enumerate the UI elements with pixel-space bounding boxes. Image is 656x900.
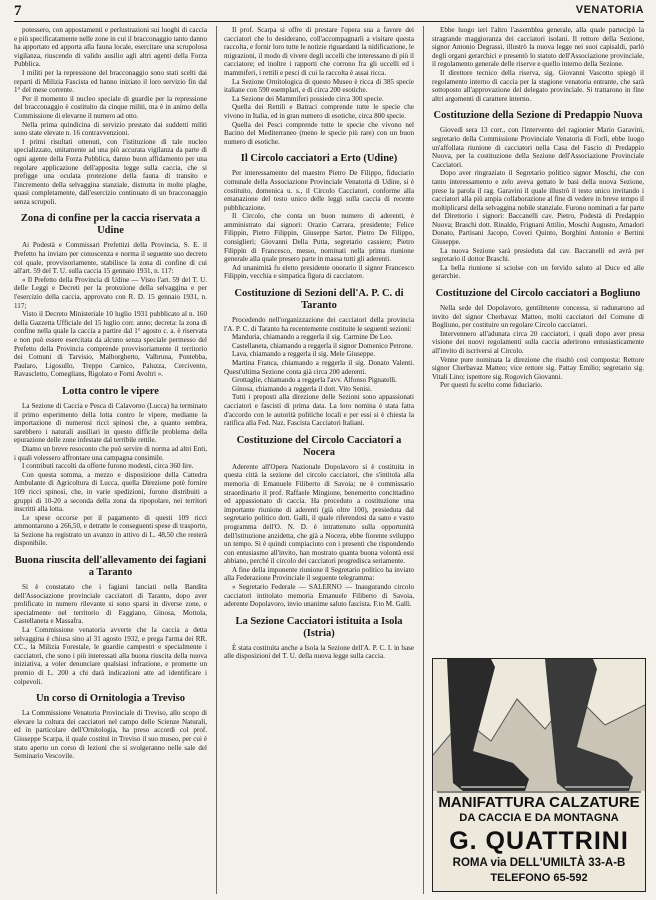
paragraph: Visto il Decreto Ministeriale 10 luglio 1931 pubblicato al n. 160 della Gazzetta Ufficiale del 15 luglio corr. anno; decreta: la zona di confine nella quale la caccia a partire dal 1° agosto c. a. è riservata e non può essere esercitata da alcuno senza speciale permesso del Prefetto della Provincia comprende provvisoriamente il territorio dei Comuni di Tarvisio, Malborghetto, Valbruna, Pontebba, Paularo, Ligosullo, Treppo Carnico, Paluzza, Cercivento, Ravascletto, Comeglians, Rigolato e Forni Avoltri ».: [14, 310, 207, 379]
paragraph: Ginosa, chiamando a reggerla il dott. Vito Senisi.: [232, 384, 372, 393]
paragraph: Le spese occorse per il pagamento di questi 109 ricci ammontarono a 266,50, e detratte le conseguenti spese di trasporto, la Sezione ha registrato un avanzo in attivo di L. 48,50 che resterà disponibile.: [14, 513, 207, 548]
paragraph: Nella prima quindicina di servizio prestato dai suddetti militi sono state elevate n. 16 contravvenzioni.: [14, 120, 207, 138]
paragraph: Diamo un breve resoconto che può servire di norma ad altri Enti, i quali volessero affrontare una campagna consimile.: [14, 444, 207, 462]
column-rule: [423, 26, 424, 894]
article-title: Costituzione della Sezione di Predappio Nuova: [433, 110, 643, 122]
article-title: Il Circolo cacciatori a Erto (Udine): [240, 153, 398, 165]
paragraph: La Sezione di Caccia e Pesca di Calavorno (Lucca) ha terminato il primo esperimento della lotta contro le vipere, mediante la importazione di numerosi ricci spinosi che, a quanto sembra, sarebbero i naturali ausiliari in questo difficile problema della epurazione delle zone infestate dal terribile rettile.: [14, 401, 207, 445]
article-title: Un corso di Ornitologia a Treviso: [35, 693, 186, 705]
paragraph: La Commissione Venatoria Provinciale di Treviso, allo scopo di elevare la coltura dei cacciatori nel campo delle Scienze Naturali, ed in particolare dell'Ornitologia, ha preso accordi col prof. Giuseppe Scarpa, il quale costituì in Treviso il suo museo, per cui è stato aperto un corso di lezioni che si svolgeranno nelle sale del Seminario Vescovile.: [14, 709, 207, 761]
article-ornitologia-treviso: [14, 693, 207, 761]
paragraph: Per interessamento del maestro Pietro De Filippo, fiduciario comunale della Associazione Provinciale Venatoria di Udine, si è costituito, domenica u. s., il Circolo Cacciatori, conforme alla emanazione del testo unico delle leggi sulla caccia di recente pubblicazione.: [224, 169, 414, 212]
article-title: Lotta contro le vipere: [62, 385, 159, 397]
paragraph: Grottaglie, chiamando a reggerla l'avv. Alfonso Pignatelli.: [232, 376, 397, 385]
article-isola-continued: [432, 26, 644, 103]
paragraph: Giovedì sera 13 corr., con l'intervento del ragionier Mario Garavini, segretario della Commissione Provinciale Venatoria di Forlì, ebbe luogo un'affollata riunione di cacciatori nella Casa del Fascio di Predappio Nuova, per la costituzione della Sezione dell'Associazione Provinciale Cacciatori.: [432, 126, 644, 169]
paragraph: La bella riunione si sciolse con un fervido saluto al Duce ed alle gerarchie.: [432, 263, 644, 281]
paragraph: È stata costituita anche a Isola la Sezione dell'A. P. C. I. in base alle disposizioni del T. U. della nuova legge sulla caccia.: [224, 643, 414, 661]
article-zona-confine: [14, 213, 207, 379]
column-2: [224, 26, 414, 894]
article-sezione-isola: [224, 616, 414, 661]
paragraph: Aderente all'Opera Nazionale Dopolavoro si è costituita in questa città la sezione del circolo cacciatori, che s'intitola alla memoria di Emanuele Filiberto di Savoia; ne è commissario straordinario il prof. Raffaele Mingione, benemerito concittadino ed appassionato di caccia. Ha proceduto a costituzione una importante riunione di aderenti (già oltre 100), presieduta dal segretario politico dott. Galli, il quale riferendosi da sano e vasto programma dell'O. N. D. è intrattenuto sulla opportunità dell'istituzione anzidetta, che già a Nocera, ebbe fiorente sviluppo un tempo. Si è quindi compiaciuto con i presenti che rispondendo con entusiasmo all'invito, han mostrato quanta buona volontà essi abbiano, perchè il circolo dei cacciatori progredisca seriamente.: [224, 462, 414, 566]
paragraph: La Sezione dei Mammiferi possiede circa 300 specie.: [232, 94, 384, 103]
paragraph: Lava, chiamando a reggerla il sig. Mele Giuseppe.: [232, 350, 376, 359]
paragraph: I primi risultati ottenuti, con l'istituzione di tale nucleo specializzato, unitamente ad una più accurata vigilanza da parte di ogni agente della Forza Pubblica, danno buon affidamento per una regolare applicazione dell'apposita legge sulla caccia, che si prefigge una oculata protezione della fauna di transito e l'incremento della selvaggina stanziale, distrutta in molte plaghe, quasi completamente, dall'esercizio continuato di un bracconaggio senza scrupoli.: [14, 137, 207, 206]
paragraph: Con questa somma, a mezzo e disposizione della Cattedra Ambulante di Agricoltura di Lucca, quella Direzione potè fornire 109 ricci spinosi, che, in varie spedizioni, furono distribuiti a gruppi di 10-20 a seconda della zona da ripopolare, nei territori inscritti alla lotta.: [14, 470, 207, 514]
paragraph: Manduria, chiamando a reggerla il sig. Carmine De Leo.: [232, 333, 393, 342]
article-ornitologia-continued: [224, 26, 414, 146]
paragraph: Procedendo nell'organizzazione dei cacciatori della provincia l'A. P. C. di Taranto ha recentemente costituite le seguenti sezioni:: [224, 316, 414, 333]
paragraph: Nella sede del Dopolavoro, gentilmente concessa, si radunarono ad invito del signor Cherbavaz Matteo, molti cacciatori del Comune di Bogliuno, per costituire un regolare Circolo cacciatori.: [432, 304, 644, 330]
ad-brand-name: G. QUATTRINI: [449, 827, 629, 855]
intro-bracconaggio: [14, 26, 207, 206]
ad-address: ROMA via DELL'UMILTÀ 33-A-B: [452, 857, 626, 869]
article-title: Costituzione del Circolo cacciatori a Bogliuno: [435, 288, 641, 300]
article-title: La Sezione Cacciatori istituita a Isola (Istria): [235, 615, 403, 639]
column-1: [14, 26, 207, 894]
paragraph: Intervennero all'adunata circa 20 cacciatori, i quali dopo aver presa visione dei nuovi regolamenti sulla caccia aderirono entusiasticamente all'invito di iscriversi al Circolo.: [432, 329, 644, 355]
paragraph: Il direttore tecnico della riserva, sig. Giovanni Vascotto spiegò il regolamento interno di caccia per la stagione venatoria entrante, che sarà sottoposto all'approvazione del delegato provinciale. Si trattarono in fine altri argomenti di carattere interno.: [432, 68, 644, 103]
paragraph: Il Circolo, che conta un buon numero di aderenti, è amministrato dai signori: Orazio Carrara, presidente; Felice Filippin, Pietro Filippin, Giuseppe Sartor, Pietro De Filippo, consiglieri; Giovanni Della Putta, segretario cassiere; Pietro Filippin di Francesco, messo, nominati nella prima riunione generale alla quale presero parte in massa tutti gli aderenti.: [224, 212, 414, 264]
article-circolo-bogliuno: [432, 288, 644, 390]
paragraph: La nuova Sezione sarà presieduta dal cav. Baccanelli ed avrà per segretario il dottor Braschi.: [432, 246, 644, 264]
article-sezione-predappio: [432, 110, 644, 281]
paragraph: A fine della imponente riunione il Segretario politico ha inviato alla Federazione Provinciale il seguente telegramma:: [224, 565, 414, 583]
paragraph: La Sezione Ornitologica di questo Museo è ricca di 385 specie italiane con 590 esemplari, e di circa 200 esotiche.: [224, 77, 414, 95]
article-circolo-nocera: [224, 435, 414, 609]
paragraph: Tutti i preposti alla direzione delle Sezioni sono appassionati cacciatori e fascisti di prima data. La loro nomina è stata fatta d'accordo con le autorità politiche locali e per essi si è chiesta la ratifica alla Fed. Naz. Fascista Cacciatori Italiani.: [224, 393, 414, 428]
ad-subheadline: DA CACCIA E DA MONTAGNA: [459, 812, 619, 824]
paragraph: Quella dei Rettili e Batraci comprende tutte le specie che vivono in Italia, ed in gran numero di esotiche, circa 800 specie.: [224, 103, 414, 120]
article-title: Buona riuscita dell'allevamento dei fagiani a Taranto: [14, 555, 207, 579]
paragraph: I militi per la repressione del bracconaggio sono stati scelti dai reparti di Milizia Fascista ed hanno iniziato il loro servizio fin dal 1° del mese corrente.: [14, 68, 207, 95]
paragraph: Si è constatato che i fagiani lanciati nella Bandita dell'Associazione provinciale cacciatori di Taranto, dopo aver prolificato in numero rilevante si sono sparsi in diverse zone, e specialmente nel territorio di Faggiano, Ginosa, Mottola, Castellaneta e Massafra.: [14, 583, 207, 626]
paragraph: « Il Prefetto della Provincia di Udine — Visto l'art. 59 del T. U. delle Leggi e Decreti per la protezione della selvaggina e per l'esercizio della caccia, approvato con R. D. 15 gennaio 1931, n. 117;: [14, 275, 207, 310]
advertisement-quattrini: [432, 658, 646, 892]
paragraph: Per questi fu scelto come fiduciario.: [440, 381, 543, 390]
page-number: 7: [14, 3, 22, 19]
paragraph: Ebbe luogo ieri l'altro l'assemblea generale, alla quale partecipò la stragrande maggioranza dei cacciatori isolani. Il rettore della Sezione, signor Antonio Degrassi, illustrò la nuova legge nei suoi capisaldi, parlò degli organi gerarchici e presentò lo statuto dell'Associazione provinciale, il regolamento generale delle riserve e quello interno della Sezione.: [432, 26, 644, 69]
paragraph: potessero, con appostamenti e perlustrazioni sui luoghi di caccia e più specificatamente nelle zone in cui il bracconaggio tanto danno ha apportato ed apporta alla fauna locale, esercitare una scrupolosa vigilanza, riuscendo di valido ausilio agli altri agenti della Forza Pubblica.: [14, 26, 207, 69]
ad-headline: MANIFATTURA CALZATURE: [438, 794, 640, 811]
paragraph: I contributi raccolti da offerte furono modesti, circa 360 lire.: [22, 462, 194, 471]
paragraph: Ai Podestà e Commissari Prefettizi della Provincia, S. E. il Prefetto ha inviato per conoscenza e norma il seguente suo decreto col quale, provvisoriamente, stabilisce la zona di confine di cui all'art. 59 del T. U. sulla caccia 15 gennaio 1931, n. 117:: [14, 241, 207, 276]
paragraph: Venne pure nominata la direzione che risultò così composta: Rettore signor Cherbavaz Matteo; vice rettore sig. Pattay Emilio; segretario sig. Vitali Lino; ispettore sig. Rogovich Giovanni.: [432, 355, 644, 381]
paragraph: « Segretario Federale — SALERNO — Inaugurando circolo cacciatori intitolato memoria Emanuele Filiberto di Savoia, aderente Dopolavoro, invio unanime saluto fascista. F.to M. Galli.: [224, 583, 414, 609]
paragraph: Castellaneta, chiamando a reggerla il signor Domenico Petrone.: [232, 341, 414, 350]
page-header: [14, 3, 644, 22]
paragraph: Quella dei Pesci comprende tutte le specie che vivono nel Bacino del Mediterraneo (meno le specie più rare) con un buon numero di esotiche.: [224, 120, 414, 146]
paragraph: Dopo aver ringraziato il Segretario politico signor Moschi, che con tanto interessamento e zelo aveva gettato le basi della nuova Sezione, prese la parola il rag. Garavini il quale illustrò il testo unico invitando i cacciatori alla più ampia collaborazione al fine di vedere in breve tempo il moltiplicarsi della selvaggina nobile stanziale. Furono nominati a far parte del Direttorio i signori: Baccanelli cav. Pietro, Podestà di Predappio Nuova; Braschi dott. Rinaldo, Frignani Attilio, Moschi Augusto, Amadori Donato, Partisani Jacopo, Coveri Quinto, Borghini Antonio e Bertini Giuseppe.: [432, 169, 644, 247]
paragraph: Ad unanimità fu eletto presidente onorario il signor Francesco Filippin, vecchia e simpatica figura di cacciatore.: [224, 263, 414, 281]
paragraph: Il prof. Scarpa si offre di prestare l'opera sua a favore dei cacciatori che lo desiderano, coll'accompagnarli a visitare questa raccolta, e fornir loro tutte le notizie riguardanti la nidificazione, le migrazioni, il modo di vivere degli uccelli che interessano di più il cacciatore; ed inoltre i rapporti che corrono fra gli uccelli ed i mammiferi, i rettili e pesci di cui la raccolta è assai ricca.: [224, 26, 414, 77]
article-title: Costituzione di Sezioni dell'A. P. C. di Taranto: [234, 288, 404, 312]
article-title: Zona di confine per la caccia riservata a Udine: [20, 213, 201, 237]
paragraph: Martina Franca, chiamando a reggerla il sig. Donato Valenti. Quest'ultima Sezione conta già circa 200 aderenti.: [224, 359, 414, 376]
column-rule: [216, 26, 217, 894]
running-head: VENATORIA: [575, 4, 644, 16]
article-circolo-erto: [224, 153, 414, 281]
paragraph: Per il momento il nucleo speciale di guardie per la repressione del bracconaggio è costituito da cinque militi, ma è in animo della Commissione di elevarne il numero ad otto.: [14, 94, 207, 120]
article-title: Costituzione del Circolo Cacciatori a Nocera: [236, 434, 402, 458]
ad-telephone: TELEFONO 65-592: [490, 872, 588, 884]
article-lotta-vipere: [14, 386, 207, 548]
article-fagiani-taranto: [14, 555, 207, 686]
paragraph: La Commissione venatoria avverte che la caccia a detta selvaggina è chiusa sino al 31 agosto 1932, e prega l'arma dei RR. CC., la Milizia Forestale, le guardie campestri e specialmente i cacciatori, che sono i più interessati alla buona riuscita della nuova iniziativa, a voler denunciare qualsiasi infrazione, e promette un premio di L. 200 a chi darà indicazioni atte ad identificare i colpevoli.: [14, 626, 207, 686]
article-sezioni-taranto: [224, 288, 414, 428]
